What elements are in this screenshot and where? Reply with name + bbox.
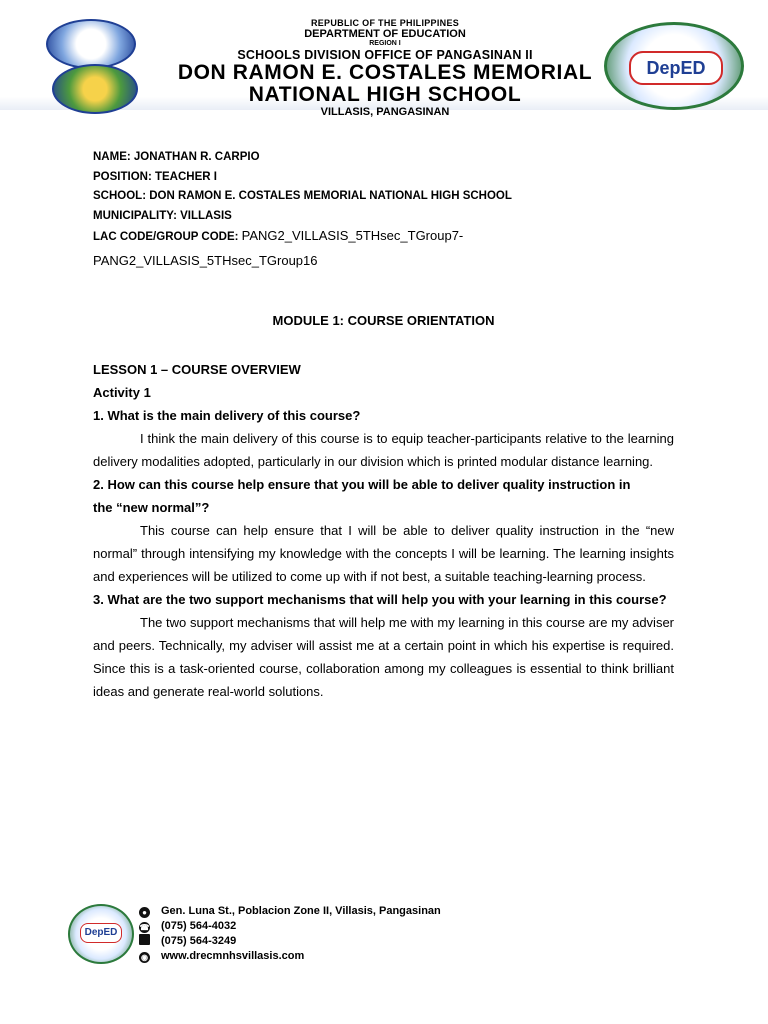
footer-address: [139, 904, 441, 919]
region-line: REGION I: [369, 40, 401, 47]
footer-fax: [139, 934, 236, 949]
school-seal-deped-mark: DepED: [629, 51, 723, 85]
fax-icon: [139, 934, 150, 945]
phone-icon: ☎: [139, 923, 150, 932]
letterhead-text: [150, 18, 620, 119]
department-line: DEPARTMENT OF EDUCATION: [304, 28, 466, 40]
question-1: 1. What is the main delivery of this course?: [93, 408, 361, 423]
school-name-line-1: DON RAMON E. COSTALES MEMORIAL: [177, 61, 593, 84]
division-line: SCHOOLS DIVISION OFFICE OF PANGASINAN II: [237, 48, 533, 62]
lac-code-field: [93, 226, 674, 248]
location-pin-icon: ●: [139, 907, 150, 918]
question-2-line-1: 2. How can this course help ensure that you will be able to deliver quality instruction in: [93, 477, 631, 492]
address-text: Gen. Luna St., Poblacion Zone II, Villasis, Pangasinan: [161, 905, 441, 917]
deped-seal-icon: [46, 19, 136, 69]
fax-text: (075) 564-3249: [161, 935, 237, 947]
name-field: NAME: JONATHAN R. CARPIO: [93, 151, 260, 163]
school-location: VILLASIS, PANGASINAN: [320, 106, 450, 118]
teacher-info: [93, 148, 674, 274]
republic-line: REPUBLIC OF THE PHILIPPINES: [310, 18, 460, 28]
footer-website[interactable]: [139, 949, 304, 964]
school-field: SCHOOL: DON RAMON E. COSTALES MEMORIAL NATIONAL HIGH SCHOOL: [93, 190, 512, 202]
module-title: MODULE 1: COURSE ORIENTATION: [272, 313, 495, 328]
lesson-body: [93, 358, 674, 703]
footer-phone: [139, 919, 236, 934]
activity-label: Activity 1: [93, 385, 151, 400]
lac-code-value-2: PANG2_VILLASIS_5THsec_TGroup16: [93, 252, 318, 268]
lac-code-value-1: PANG2_VILLASIS_5THsec_TGroup7-: [241, 228, 464, 243]
answer-2: This course can help ensure that I will be able to deliver quality instruction in the “new normal” through intensifying my knowledge with the concepts I will be learning. The learning insights and experiences will be utilized to come up with if not best, a suitable teaching-learning process.: [93, 523, 674, 584]
school-name-line-2: NATIONAL HIGH SCHOOL: [248, 83, 522, 106]
question-3: 3. What are the two support mechanisms that will help you with your learning in this course?: [93, 592, 667, 607]
answer-3: The two support mechanisms that will help me with my learning in this course are my adviser and peers. Technically, my adviser will assist me at a certain point in which his expertise is required. Since this is a task-oriented course, collaboration among my colleagues is essential to think brilliant ideas and generate real-world solutions.: [93, 615, 674, 699]
footer-school-seal-icon: [68, 904, 134, 964]
website-link[interactable]: www.drecmnhsvillasis.com: [161, 950, 305, 962]
lac-code-label: LAC CODE/GROUP CODE:: [93, 231, 242, 243]
globe-icon: ◉: [139, 952, 150, 963]
answer-1: I think the main delivery of this course is to equip teacher-participants relative to the learning delivery modalities adopted, particularly in our division which is printed modular distance learning.: [93, 431, 674, 469]
school-seal-icon: [604, 22, 744, 110]
footer: [0, 898, 768, 970]
letterhead: [0, 0, 768, 118]
footer-seal-deped-mark: DepED: [80, 923, 122, 943]
division-seal-icon: [52, 64, 138, 114]
position-field: POSITION: TEACHER I: [93, 170, 217, 183]
lesson-title: LESSON 1 – COURSE OVERVIEW: [93, 362, 301, 377]
phone-text: (075) 564-4032: [161, 920, 237, 932]
question-2-line-2: the “new normal”?: [93, 500, 210, 515]
municipality-field: MUNICIPALITY: VILLASIS: [93, 209, 232, 222]
